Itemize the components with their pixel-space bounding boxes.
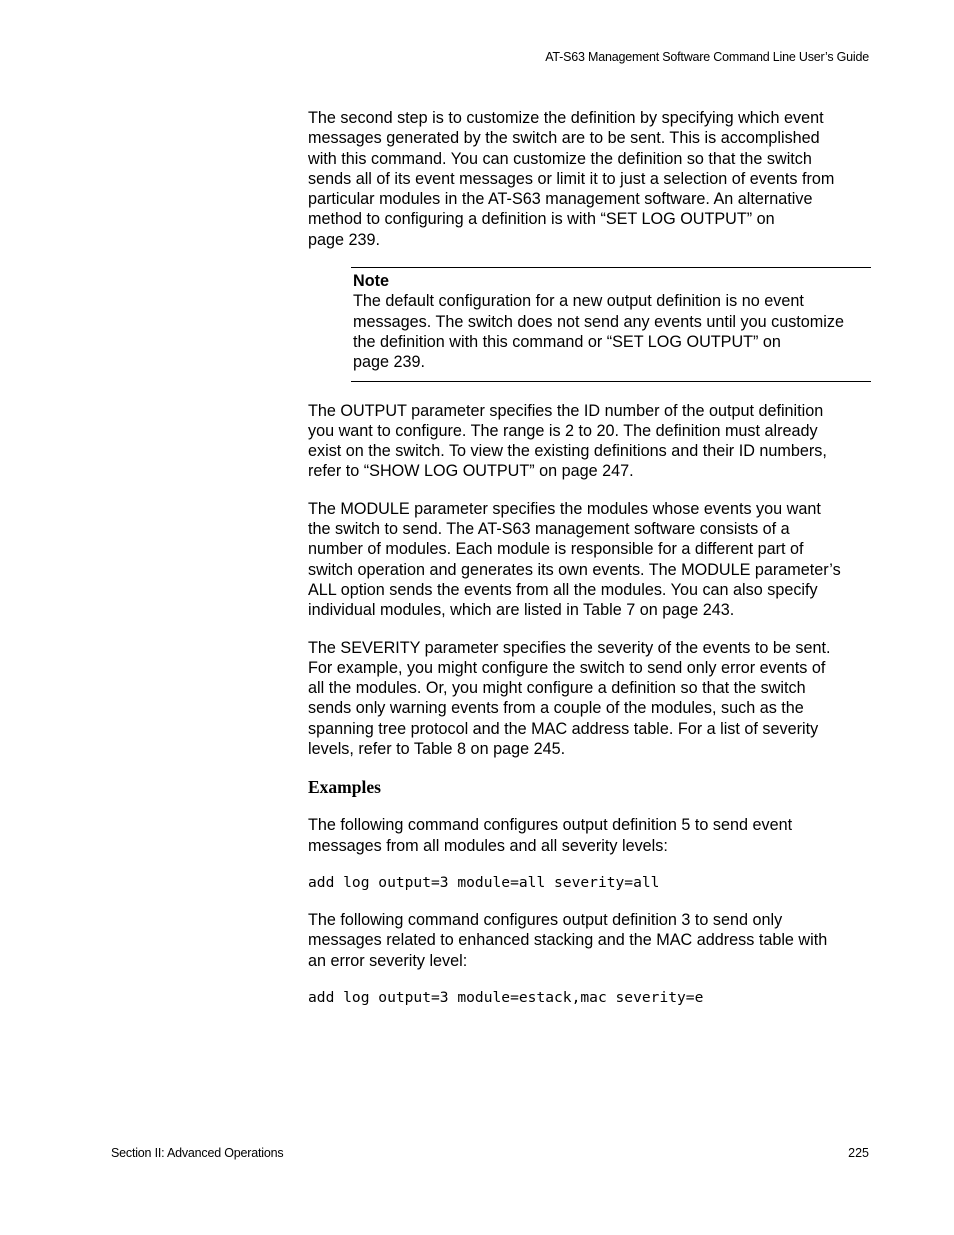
severity-parameter-paragraph: The SEVERITY parameter specifies the severity of the events to be sent. For example, you might configure the switch to send only error events of all the modules. Or, you might configure a definition so that the switch sends only warning events from a couple of the modules, such as the spanning tree protocol and the MAC address table. For a list of severity levels, refer to Table 8 on page 245. [308,638,831,759]
example-1-command: add log output=3 module=all severity=all [308,873,660,891]
page-content [308,108,874,1025]
footer-section-name: Section II: Advanced Operations [111,1146,284,1160]
module-parameter-paragraph: The MODULE parameter specifies the modules whose events you want the switch to send. The AT-S63 management software consists of a number of modules. Each module is responsible for a different part of switch operation and generates its own events. The MODULE parameter’s ALL option sends the events from all the modules. You can also specify individual modules, which are listed in Table 7 on page 243. [308,499,841,620]
example-1-description: The following command configures output definition 5 to send event messages from all modules and all severity levels: [308,816,793,855]
output-parameter-paragraph: The OUTPUT parameter specifies the ID number of the output definition you want to configure. The range is 2 to 20. The definition must already exist on the switch. To view the existing definitions and their ID numbers, refer to “SHOW LOG OUTPUT” on page 247. [308,401,827,481]
note-box [351,267,871,381]
example-2-description: The following command configures output definition 3 to send only messages related to enhanced stacking and the MAC address table with an error severity level: [308,910,828,970]
running-header: AT-S63 Management Software Command Line User’s Guide [545,50,869,64]
footer-page-number: 225 [848,1146,869,1160]
note-title: Note [353,272,389,291]
note-text: The default configuration for a new output definition is no event messages. The switch does not send any events until you customize the definition with this command or “SET LOG OUTPUT” on page 239. [353,292,844,372]
examples-heading: Examples [308,777,381,798]
intro-paragraph: The second step is to customize the definition by specifying which event messages generated by the switch are to be sent. This is accomplished with this command. You can customize the definition so that the switch sends all of its event messages or limit it to just a selection of events from particular modules in the AT-S63 management software. An alternative method to configuring a definition is with “SET LOG OUTPUT” on page 239. [308,109,835,249]
example-2-command: add log output=3 module=estack,mac severity=e [308,988,704,1006]
